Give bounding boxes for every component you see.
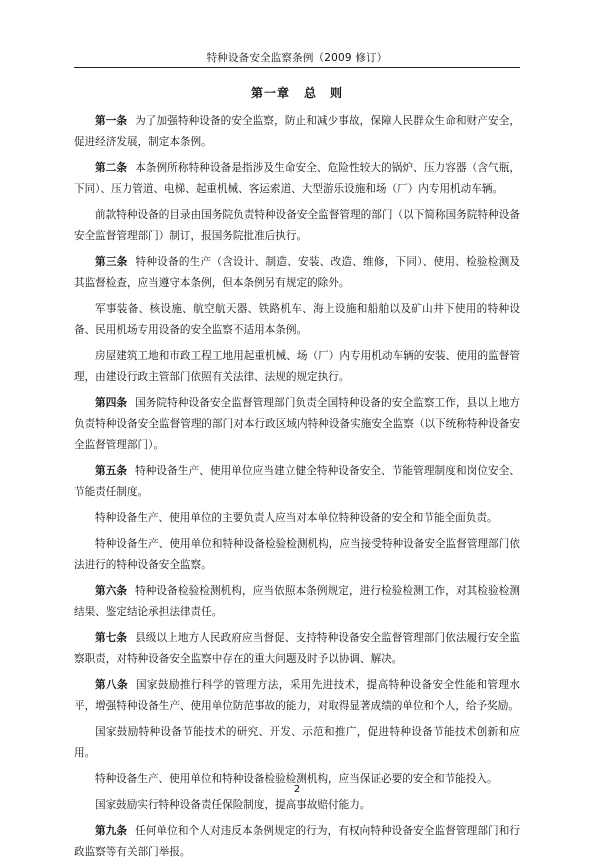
paragraph-text: 国家鼓励实行特种设备责任保险制度，提高事故赔付能力。 bbox=[95, 799, 371, 811]
chapter-heading bbox=[0, 84, 594, 101]
paragraph bbox=[74, 461, 520, 503]
paragraph bbox=[74, 111, 520, 153]
article-label: 第三条 bbox=[95, 256, 128, 268]
paragraph bbox=[74, 628, 520, 670]
paragraph bbox=[74, 795, 520, 816]
document-body bbox=[74, 111, 520, 868]
paragraph bbox=[74, 299, 520, 341]
article-label: 第一条 bbox=[95, 115, 128, 127]
page-number: 2 bbox=[293, 784, 301, 795]
paragraph-text: 特种设备生产、使用单位和特种设备检验检测机构，应当保证必要的安全和节能投入。 bbox=[95, 773, 498, 785]
paragraph bbox=[74, 722, 520, 764]
chapter-title: 总 则 bbox=[304, 86, 344, 100]
article-label: 第二条 bbox=[95, 162, 128, 174]
article-label: 第五条 bbox=[95, 465, 128, 477]
document-header-title: 特种设备安全监察条例（2009 修订） bbox=[206, 52, 388, 64]
paragraph-text: 特种设备检验检测机构，应当依照本条例规定，进行检验检测工作，对其检验检测结果、鉴定结论承担法律责任。 bbox=[74, 585, 521, 618]
chapter-number: 第一章 bbox=[250, 86, 290, 100]
paragraph bbox=[74, 252, 520, 294]
paragraph-text: 房屋建筑工地和市政工程工地用起重机械、场（厂）内专用机动车辆的安装、使用的监督管理，由建设行政主管部门依照有关法律、法规的规定执行。 bbox=[74, 350, 520, 383]
article-label: 第七条 bbox=[95, 632, 128, 644]
paragraph-text: 特种设备生产、使用单位和特种设备检验检测机构，应当接受特种设备安全监督管理部门依法进行的特种设备安全监察。 bbox=[74, 538, 520, 571]
paragraph bbox=[74, 581, 520, 623]
header-divider bbox=[74, 67, 520, 68]
paragraph bbox=[74, 675, 520, 717]
paragraph bbox=[74, 158, 520, 200]
paragraph bbox=[74, 534, 520, 576]
paragraph bbox=[74, 393, 520, 456]
paragraph-text: 本条例所称特种设备是指涉及生命安全、危险性较大的锅炉、压力容器（含气瓶，下同）、压力管道、电梯、起重机械、客运索道、大型游乐设施和场（厂）内专用机动车辆。 bbox=[74, 162, 521, 195]
paragraph bbox=[74, 508, 520, 529]
article-label: 第九条 bbox=[95, 825, 128, 837]
paragraph-text: 任何单位和个人对违反本条例规定的行为，有权向特种设备安全监督管理部门和行政监察等有关部门举报。 bbox=[74, 825, 521, 858]
paragraph-text: 国务院特种设备安全监督管理部门负责全国特种设备的安全监察工作，县以上地方负责特种设备安全监督管理的部门对本行政区域内特种设备实施安全监察（以下统称特种设备安全监督管理部门）。 bbox=[74, 397, 521, 451]
paragraph-text: 特种设备生产、使用单位的主要负责人应当对本单位特种设备的安全和节能全面负责。 bbox=[95, 512, 498, 524]
paragraph bbox=[74, 346, 520, 388]
paragraph-text: 特种设备的生产（含设计、制造、安装、改造、维修，下同）、使用、检验检测及其监督检查，应当遵守本条例，但本条例另有规定的除外。 bbox=[74, 256, 521, 289]
paragraph-text: 特种设备生产、使用单位应当建立健全特种设备安全、节能管理制度和岗位安全、节能责任制度。 bbox=[74, 465, 521, 498]
paragraph bbox=[74, 821, 520, 863]
paragraph-text: 前款特种设备的目录由国务院负责特种设备安全监督管理的部门（以下简称国务院特种设备安全监督管理部门）制订，报国务院批准后执行。 bbox=[74, 209, 520, 242]
paragraph-text: 为了加强特种设备的安全监察，防止和减少事故，保障人民群众生命和财产安全，促进经济发展，制定本条例。 bbox=[74, 115, 521, 148]
article-label: 第四条 bbox=[95, 397, 128, 409]
article-label: 第六条 bbox=[95, 585, 128, 597]
paragraph-text: 国家鼓励特种设备节能技术的研究、开发、示范和推广，促进特种设备节能技术创新和应用。 bbox=[74, 726, 520, 759]
paragraph-text: 国家鼓励推行科学的管理方法，采用先进技术，提高特种设备安全性能和管理水平，增强特种设备生产、使用单位防范事故的能力，对取得显著成绩的单位和个人，给予奖励。 bbox=[74, 679, 520, 712]
paragraph-text: 军事装备、核设施、航空航天器、铁路机车、海上设施和船舶以及矿山井下使用的特种设备、民用机场专用设备的安全监察不适用本条例。 bbox=[74, 303, 520, 336]
article-label: 第八条 bbox=[95, 679, 128, 691]
paragraph-text: 县级以上地方人民政府应当督促、支持特种设备安全监督管理部门依法履行安全监察职责，对特种设备安全监察中存在的重大问题及时予以协调、解决。 bbox=[74, 632, 521, 665]
paragraph bbox=[74, 205, 520, 247]
